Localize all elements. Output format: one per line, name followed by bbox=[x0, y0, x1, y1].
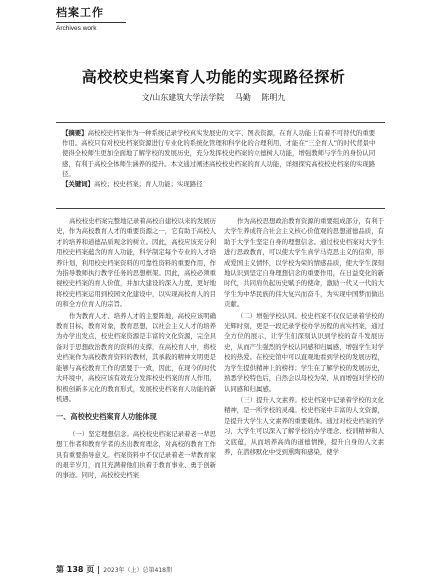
right-column bbox=[224, 216, 384, 458]
abstract-box bbox=[56, 122, 385, 209]
issue-info: 2023年（上）总第418期 bbox=[103, 567, 173, 574]
affiliation: 文/山东建筑大学法学院 bbox=[141, 93, 225, 102]
left-column bbox=[56, 216, 216, 482]
page-footer bbox=[56, 564, 386, 575]
abstract-text: 高校校史档案作为一种系统记录学校真实发展史的文字、图表资源，在育人功能上有着不可替代的重要作用。高校只有对校史档案资源进行专业化的系统化管理和科学化的合理利用，才能在“三全育人”的时代背景中使得全校师生更加全面地了解学校的发展历史，充分发挥校史档案的立德树人功能，增强教师与学生的身份认同感，有利于高校全体师生涵养的提升。本文通过阐述高校校史档案的育人功能，详细探究高校校史档案的实现路径。 bbox=[62, 129, 376, 178]
author-name: 陈明九 bbox=[261, 93, 286, 102]
keywords-label: 【关键词】 bbox=[62, 180, 94, 189]
keywords bbox=[62, 179, 379, 189]
column-name-cn: 档案工作 bbox=[56, 6, 104, 19]
paragraph: 作为高校思想政治教育资源的重要组成部分，有利于大学生养成符合社会主义核心价值观的思想道德品质，有助于大学生坚定自身的理想信念。通过校史档案对大学生进行思政教育，可以使大学生真学马克思主义的信仰，形成爱国主义情怀，以学校为荣的情感品质，使大学生深刻地认识到坚定自身理想信念的重要作用，在日益变化的新时代，共同肩负起历史赋予的使命，激励一代又一代的大学生为中华民族的伟大复兴而奋斗，为实现中国梦而做出贡献。 bbox=[224, 217, 384, 309]
page-header bbox=[0, 0, 427, 62]
author-line bbox=[0, 92, 427, 103]
abstract-label: 【摘要】 bbox=[62, 129, 88, 137]
paragraph: （二）增强学校认同。校史档案不仅仅记录着学校的光辉时刻，更是一段记录学校办学历程的真实档案，通过全方位的展示，让学生们深刻认识到学校的奋斗发展历史，从而产生强烈的学校认同感和归属感，增强学生对学校的热爱。在校史馆中可以直观地看到学校的发展历程，为学生提供精神上的榜样；学生在了解学校的发展历史，熟悉学校特色后，自然会以母校为荣，从而增强对学校的认同感和归属感。 bbox=[224, 311, 384, 393]
keywords-text: 高校；校史档案；育人功能；实现路径 bbox=[93, 180, 203, 189]
header-rule bbox=[56, 22, 126, 23]
paragraph: 高校校史档案完整地记录着高校自建校以来的发展历史，作为高校教育人才的重要资源之一，它有助于高校人才的培养和道德品质观念的树立。因此，高校应该充分利用校史档案蕴含的育人功能，科学制定每个专业的人才培养计划，利用校史档案资料的可靠性资料的重要作用，作为指导教师执行教学任务的思想框架。因此，高校必须重视校史档案的育人价值，并加大建设的深入力度，更好地将校史档案运用到校园文化建设中，以实现高校育人的目的和全方位育人的宗旨。 bbox=[56, 217, 216, 309]
article-title: 高校校史档案育人功能的实现路径探析 bbox=[81, 68, 346, 86]
section-heading: 一、高校校史档案育人功能体现 bbox=[56, 412, 157, 422]
column-name-en: Archives work bbox=[56, 25, 97, 32]
page-number: 第 138 页 bbox=[56, 565, 95, 574]
paragraph: （三）提升人文素养。校史档案中记录着学校的文化精神，是一所学校的灵魂。校史档案中丰富的人文资源，是提升大学生人文素养的重要载体。通过对校史档案的学习，大学生可以深入了解学校的办学理念、校训精神和人文底蕴，从而培养高尚的道德情操，提升自身的人文素养，在潜移默化中受到熏陶和感染，使学 bbox=[224, 395, 384, 456]
abstract bbox=[62, 128, 379, 179]
column-label bbox=[56, 4, 120, 32]
paragraph: （一）坚定理想信念。高校校史档案记录着老一辈思想工作者和教育学者的杰出教育理念，对高校的教育工作具有重要指导意义。档案资料中不仅记录着老一辈教育家的艰辛岁月，而且充满着他们执着于教育事业、勇于创新的事迹。同时，高校校史档案 bbox=[56, 429, 216, 480]
footer-divider bbox=[98, 566, 99, 574]
paragraph: 作为教育人才、培养人才的主要阵地，高校应该明确教育目标，教育对象，教育思想，以社会主义人才的培养为办学出发点，校史档案资源是丰富的文化资源，完全具备对于思想政治教育的资料的支撑，在高校育人中，将校史档案作为高校教育资料的教材，其承载的精神文明更是能够与高校教育工作的需要于一致，因此，在现今的时代大环境中，高校应该有效充分发挥校史档案的育人作用，积极创新多元化的教育形式，发展校史档案育人功能的新机遇。 bbox=[56, 311, 216, 403]
author-name: 马勤 bbox=[234, 93, 251, 102]
